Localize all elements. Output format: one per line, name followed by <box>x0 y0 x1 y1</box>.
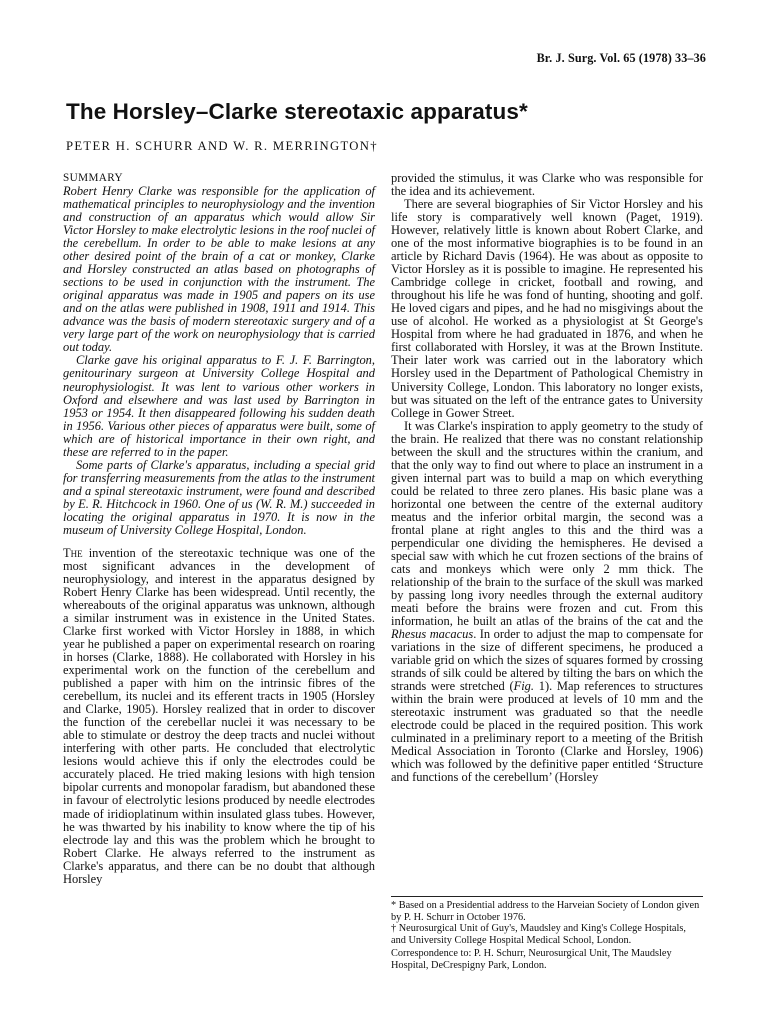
summary-paragraph: Some parts of Clarke's apparatus, including a special grid for transferring measurements from the atlas to the instrument and a spinal stereotaxic instrument, were found and described by E. R. Hitchcock in 1960. One of us (W. R. M.) succeeded in locating the original apparatus in 1970. It is now in the museum of University College Hospital, London. <box>63 457 375 537</box>
species-name: Rhesus macacus <box>391 627 474 642</box>
body-text: invention of the stereotaxic technique was one of the most significant advances in the development of neurophysiology, and interest in the apparatus designed by Robert Henry Clarke has been widespread. Until recently, the whereabouts of the original apparatus was unknown, although a similar instrument was in existence in the United States. Clarke first worked with Victor Horsley in 1888, in which year he published a paper on experimental research on roaring in horses (Clarke, 1888). He collaborated with Horsley in his experimental work on the function of the cerebellum and published a paper with him on the intrinsic fibres of the cerebellum, its nuclei and its efferent tracts in 1905 (Horsley and Clarke, 1905). Horsley realized that in order to discover the function of the cerebellar nuclei it was necessary to be able to stimulate or destroy the deep tracts and nuclei without interfering with other parts. He concluded that electrolytic lesions would achieve this if only the electrodes could be accurately placed. He tried making lesions with high tension bipolar currents and monopolar faradism, but abandoned these in favour of electrolytic lesions produced by needle electrodes made of iridioplatinum within insulated glass tubes. However, he was thwarted by his inability to know where the tip of his electrode lay and this was the problem which he brought to Robert Clarke. He always referred to the instrument as Clarke's apparatus, and there can be no doubt that although Horsley <box>63 545 376 886</box>
left-column <box>63 172 375 886</box>
body-paragraph <box>63 547 375 886</box>
summary-paragraph: Robert Henry Clarke was responsible for the application of mathematical principles to neurophysiology and the invention and construction of an apparatus which would allow Sir Victor Horsley to make electrolytic lesions in the roof nuclei of the cerebellum. In order to be able to make lesions at any other desired point of the brain of a cat or monkey, Clarke and Horsley constructed an atlas based on photographs of sections to be used in conjunction with the instrument. The original apparatus was made in 1905 and papers on its use and on the atlas were published in 1908, 1911 and 1914. This advance was the basis of modern stereotaxic surgery and of a very large part of the work on neurophysiology that is carried out today. <box>63 184 375 355</box>
summary-section <box>63 172 375 537</box>
summary-paragraph: Clarke gave his original apparatus to F. J. F. Barrington, genitourinary surgeon at University College Hospital and neurophysiologist. It was lent to various other workers in Oxford and elsewhere and was last used by Barrington in 1953 or 1954. It then disappeared following his sudden death in 1956. Various other pieces of apparatus were built, some of which are of historical importance in their own right, and these are referred to in the paper. <box>63 353 375 459</box>
article-title: The Horsley–Clarke stereotaxic apparatus* <box>66 99 528 124</box>
body-paragraph: provided the stimulus, it was Clarke who was responsible for the idea and its achievement. <box>391 171 703 199</box>
body-text: . In order to adjust the map to compensate for variations in the size of different specimens, he produced a variable grid on which the sizes of squares formed by crossing strands of silk could be altered by tilting the bars on which the strands were stretched ( <box>391 627 703 694</box>
right-column <box>391 172 703 784</box>
footnote-correspondence: Correspondence to: P. H. Schurr, Neurosurgical Unit, The Maudsley Hospital, DeCrespigny Park, London. <box>391 948 672 971</box>
article-authors: PETER H. SCHURR AND W. R. MERRINGTON† <box>66 139 378 153</box>
figure-reference: Fig. <box>513 679 534 694</box>
body-text: It was Clarke's inspiration to apply geometry to the study of the brain. He realized that there was no constant relationship between the skull and the structures within the cranium, and that the only way to find out where to place an instrument in a given internal part was to build a map on which everything could be related to three zero planes. His basic plane was a horizontal one between the centre of the external auditory meatus and the inferior orbital margin, the second was a frontal plane at right angles to this and the third was a perpendicular one dividing the hemispheres. He devised a special saw with which he cut frozen sections of the brains of cats and monkeys which were only 2 mm thick. The relationship of the brain to the surface of the skull was marked by passing long ivory needles through the external auditory meati before the brains were frozen and cut. From this information, he built an atlas of the brains of the cat and the <box>391 418 703 629</box>
footnote-affiliation: † Neurosurgical Unit of Guy's, Maudsley and King's College Hospitals, and University College Hospital Medical School, London. <box>391 923 686 946</box>
footnote-presidential-address: * Based on a Presidential address to the Harveian Society of London given by P. H. Schurr in October 1976. <box>391 900 700 923</box>
body-paragraph <box>391 420 703 785</box>
body-paragraph: There are several biographies of Sir Victor Horsley and his life story is comparatively well known (Paget, 1919). However, relatively little is known about Robert Clarke, and one of the most informative biographies is to be found in an article by Richard Davis (1964). He was about as opposite to Victor Horsley as it is possible to imagine. He represented his Cambridge college in cricket, football and rowing, and throughout his life he was fond of hunting, shooting and golf. He loved cigars and pipes, and he had no misgivings about the use of alcohol. He worked as a physiologist at St George's Hospital from where he had graduated in 1876, and when he first collaborated with Horsley, it was at the Brown Institute. Their later work was carried out in the laboratory which Horsley used in the Department of Pathological Chemistry in University College, London. This laboratory no longer exists, but was situated on the left of the entrance gates to University College in Gower Street. <box>391 197 703 420</box>
intro-smallcaps: The <box>63 545 83 560</box>
summary-heading: SUMMARY <box>63 172 123 184</box>
journal-citation: Br. J. Surg. Vol. 65 (1978) 33–36 <box>536 51 706 65</box>
footnotes <box>391 896 703 971</box>
body-text: 1). Map references to structures within the brain were produced at levels of 10 mm and the stereotaxic instrument was graduated so that the needle electrode could be placed in the required position. This work culminated in a preliminary report to a meeting of the British Medical Association in Toronto (Clarke and Horsley, 1906) which was followed by the definitive paper entitled ‘Structure and functions of the cerebellum’ (Horsley <box>391 679 703 785</box>
